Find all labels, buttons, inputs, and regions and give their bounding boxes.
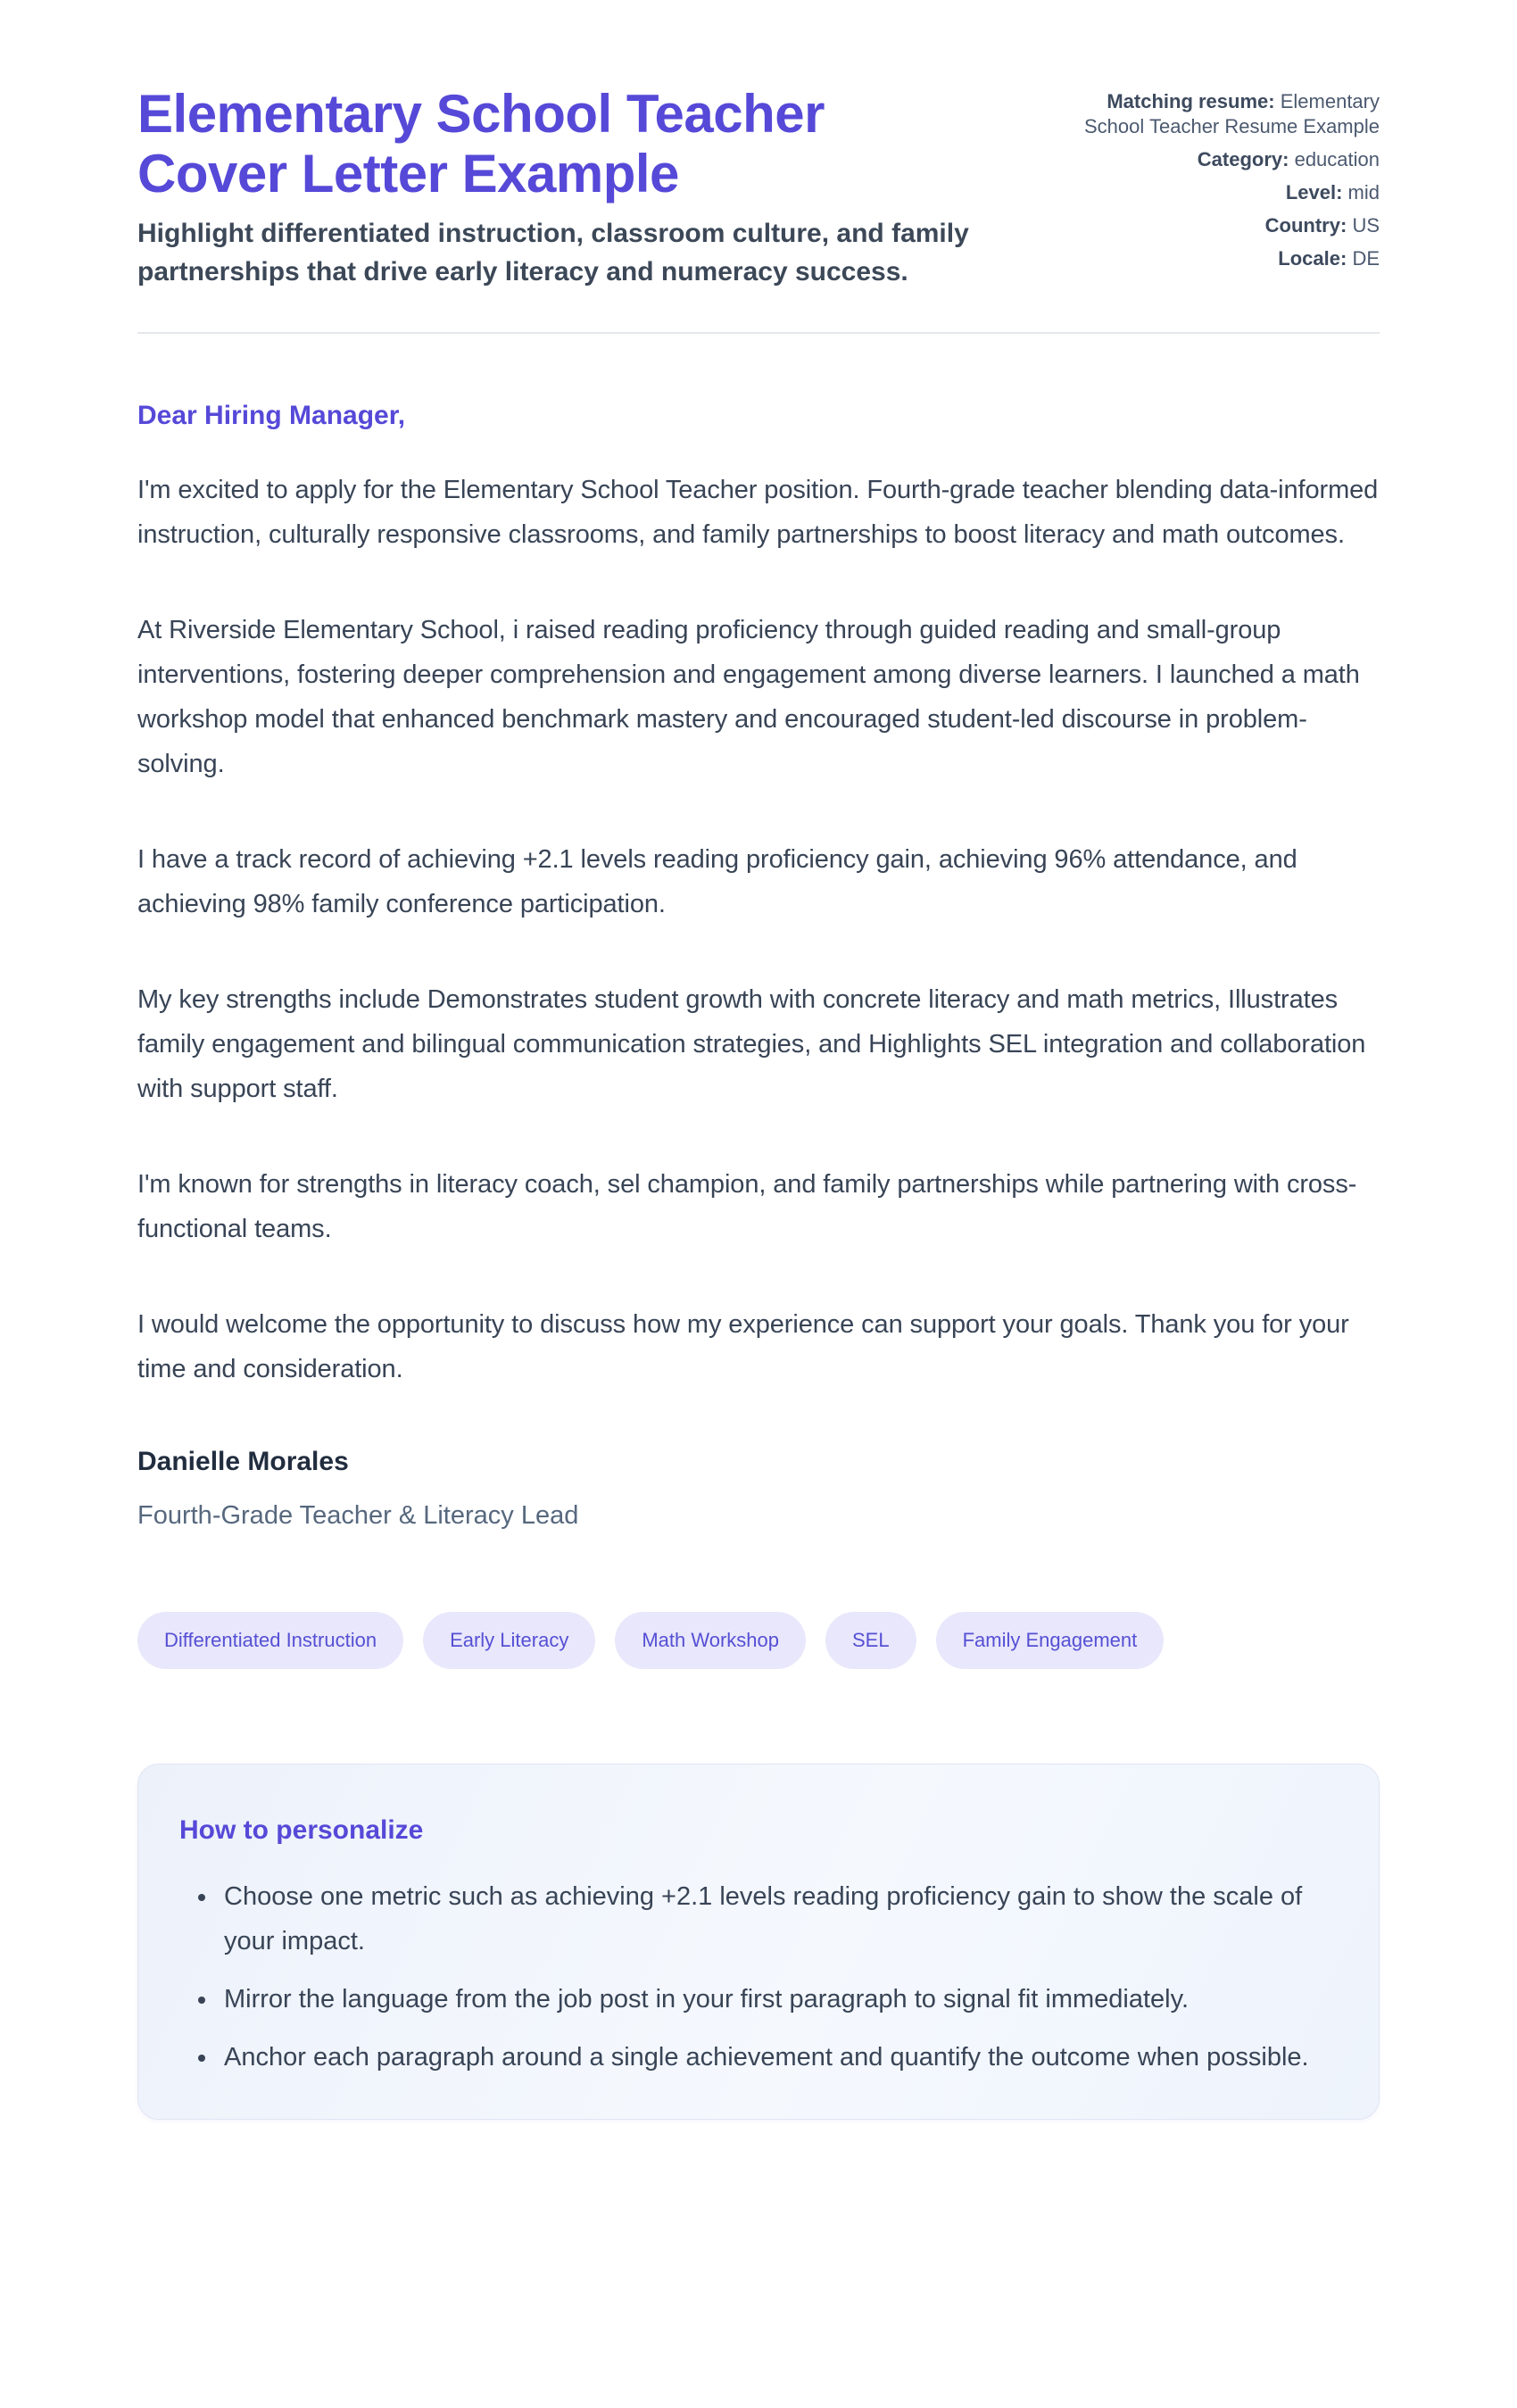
letter-paragraph: I'm known for strengths in literacy coach, sel champion, and family partnerships while partnering with cross-functional teams. xyxy=(137,1170,1357,1243)
level-label: Level: xyxy=(1285,181,1343,203)
tag-pill-family-engagement[interactable]: Family Engagement xyxy=(936,1612,1165,1669)
tag-pill-differentiated-instruction[interactable]: Differentiated Instruction xyxy=(137,1612,403,1669)
header-title-block xyxy=(137,84,999,291)
salutation: Dear Hiring Manager, xyxy=(137,401,406,430)
tag-pill-early-literacy[interactable]: Early Literacy xyxy=(423,1612,595,1669)
letter-paragraph: I'm excited to apply for the Elementary School Teacher position. Fourth-grade teacher blending data-informed instruction, culturally responsive classrooms, and family partnerships to boost literacy and math outcomes. xyxy=(137,476,1379,549)
letter-paragraph: I would welcome the opportunity to discuss how my experience can support your goals. Thank you for your time and consideration. xyxy=(137,1310,1349,1383)
meta-matching-resume-row xyxy=(1072,89,1380,139)
level-value: mid xyxy=(1347,181,1380,203)
personalize-tip: • Mirror the language from the job post in your first paragraph to signal fit immediately. xyxy=(219,1977,1338,2022)
page-title xyxy=(137,84,999,203)
cover-letter-body xyxy=(137,334,1380,2120)
category-value: education xyxy=(1294,148,1380,170)
category-label: Category: xyxy=(1197,148,1289,170)
country-label: Country: xyxy=(1264,214,1347,237)
personalize-tip: • Anchor each paragraph around a single achievement and quantify the outcome when possible. xyxy=(219,2035,1338,2080)
personalize-tip: • Choose one metric such as achieving +2.1 levels reading proficiency gain to show the scale of your impact. xyxy=(219,1874,1338,1964)
country-value: US xyxy=(1352,214,1380,237)
letter-paragraph: My key strengths include Demonstrates student growth with concrete literacy and math metrics, Illustrates family engagement and bilingual communication strategies, and Highlights SEL integration and collaboration with support staff. xyxy=(137,985,1366,1103)
matching-resume-link[interactable]: Elementary School Teacher Resume Example xyxy=(1084,90,1380,137)
meta-country-row xyxy=(1072,213,1380,238)
page-title-line-1: Elementary School Teacher xyxy=(137,84,825,144)
tag-pill-sel[interactable]: SEL xyxy=(825,1612,916,1669)
locale-label: Locale: xyxy=(1278,247,1347,270)
meta-locale-row xyxy=(1072,246,1380,271)
meta-panel xyxy=(1072,84,1380,279)
personalize-tip-list xyxy=(179,1874,1338,2080)
signature-block xyxy=(137,1442,1380,1535)
page-header xyxy=(137,84,1380,334)
signature-role: Fourth-Grade Teacher & Literacy Lead xyxy=(137,1501,579,1530)
locale-value: DE xyxy=(1352,247,1380,270)
letter-paragraph: At Riverside Elementary School, i raised reading proficiency through guided reading and small-group interventions, fostering deeper comprehension and engagement among diverse learners. I launched a math workshop model that enhanced benchmark mastery and encouraged student-led discourse in problem-solving. xyxy=(137,616,1360,778)
personalize-card xyxy=(137,1764,1380,2120)
page-subtitle: Highlight differentiated instruction, classroom culture, and family partnerships that drive early literacy and numeracy success. xyxy=(137,219,969,286)
tag-pill-math-workshop[interactable]: Math Workshop xyxy=(615,1612,806,1669)
meta-category-row xyxy=(1072,147,1380,172)
page-container xyxy=(137,0,1380,2120)
letter-paragraph: I have a track record of achieving +2.1 levels reading proficiency gain, achieving 96% attendance, and achieving 98% family conference participation. xyxy=(137,845,1297,918)
meta-level-row xyxy=(1072,180,1380,205)
tag-list xyxy=(137,1612,1380,1669)
matching-resume-label: Matching resume: xyxy=(1107,90,1275,112)
personalize-heading: How to personalize xyxy=(179,1815,424,1845)
page-title-line-2: Cover Letter Example xyxy=(137,144,679,203)
signature-name: Danielle Morales xyxy=(137,1447,349,1476)
